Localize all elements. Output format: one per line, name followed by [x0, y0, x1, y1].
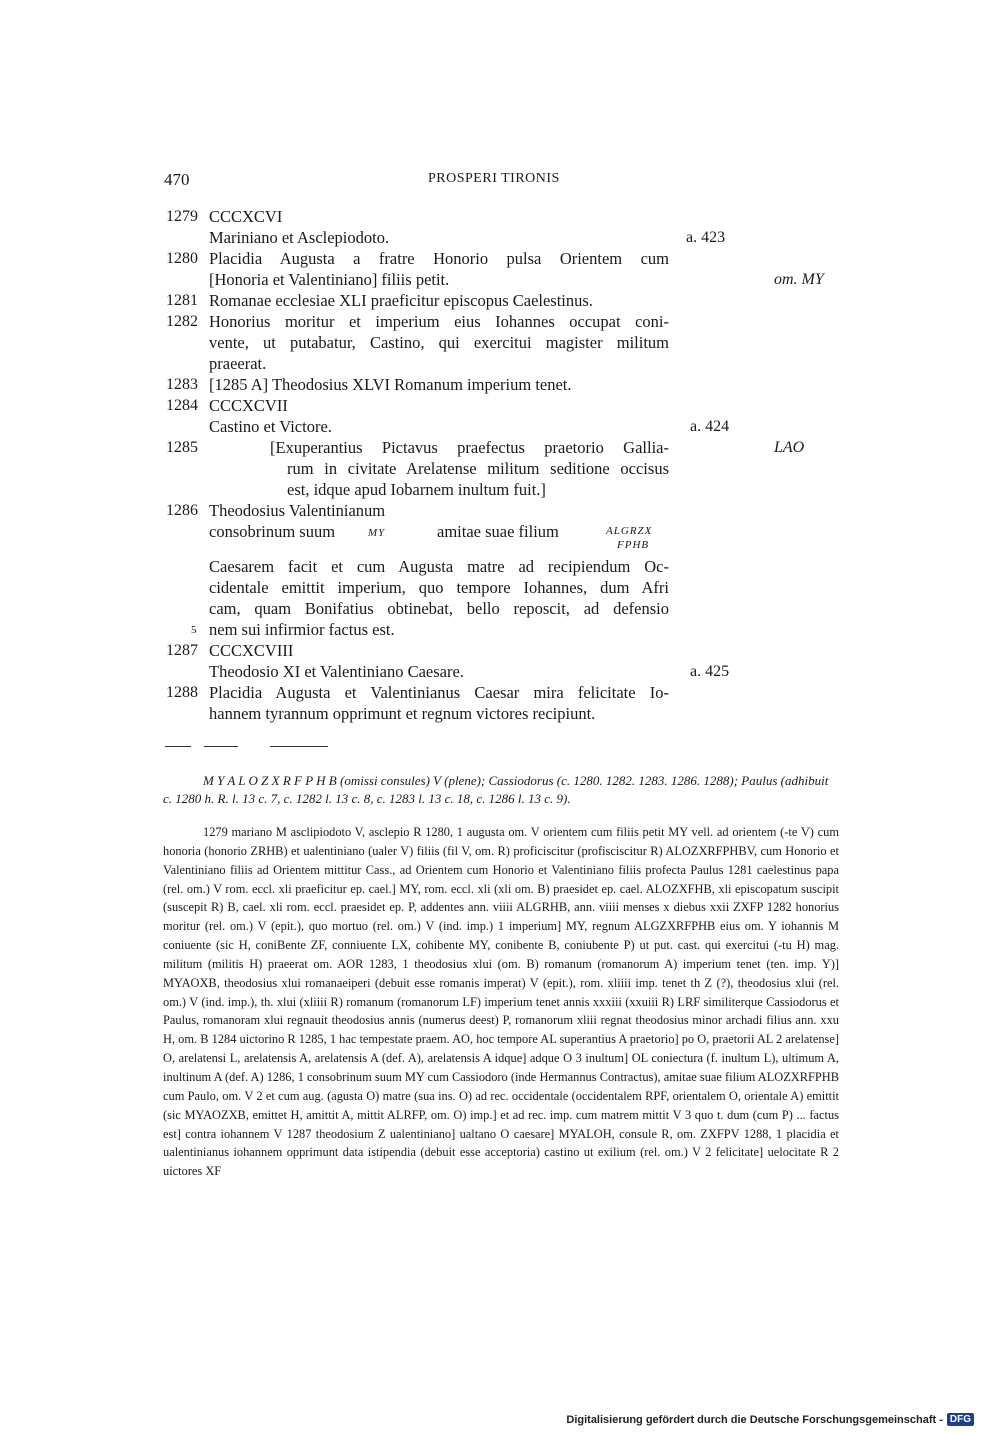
- footnote-rule-1: [165, 746, 191, 747]
- entry-1286-variant-1-siglum: MY: [368, 527, 386, 539]
- entry-1282-line-2: vente, ut putabatur, Castino, qui exercitui magister militum: [209, 333, 669, 352]
- entry-1280-siglum: om. MY: [774, 271, 824, 288]
- entry-number-1285: 1285: [166, 439, 198, 456]
- entry-1285-siglum: LAO: [774, 439, 805, 456]
- entry-1279-text: CCCXCVI: [209, 207, 283, 226]
- entry-1286-line-6: nem sui infirmior factus est.: [209, 620, 395, 639]
- entry-number-1286: 1286: [166, 502, 198, 519]
- year-425: a. 425: [690, 663, 730, 680]
- entry-1286-variant-2: amitae suae filium: [437, 522, 559, 541]
- manuscript-sigla-note: M Y A L O Z X R F P H B (omissi consules) V (plene); Cassiodorus (c. 1280. 1282. 1283. 1286. 1288); Paulus (adhibuit c. 1280 h. R. l. 13 c. 7, c. 1282 l. 13 c. 8, c. 1283 l. 13 c. 18, c. 1286 l. 13 c. 9).: [163, 773, 829, 806]
- year-423: a. 423: [686, 229, 726, 246]
- entry-number-1281: 1281: [166, 292, 198, 309]
- dfg-logo: DFG: [947, 1413, 974, 1426]
- entry-number-1283: 1283: [166, 376, 198, 393]
- entry-1284-text: CCCXCVII: [209, 396, 288, 415]
- entry-1281-text: Romanae ecclesiae XLI praeficitur episcopus Caelestinus.: [209, 291, 593, 310]
- entry-1288-line-1: Placidia Augusta et Valentinianus Caesar mira felicitate Io-: [209, 683, 669, 702]
- entry-number-1287: 1287: [166, 642, 198, 659]
- entry-1280-line-1: Placidia Augusta a fratre Honorio pulsa Orientem cum: [209, 249, 669, 268]
- footnote-rule-3: [270, 746, 328, 747]
- entry-1285-line-3: est, idque apud Iobarnem inultum fuit.]: [287, 480, 546, 499]
- entry-1285-line-1: [Exuperantius Pictavus praefectus praetorio Gallia-: [270, 438, 669, 457]
- entry-number-1280: 1280: [166, 250, 198, 267]
- footnote-rule-2: [204, 746, 238, 747]
- entry-1286-line-marker: 5: [191, 624, 197, 636]
- footer-text: Digitalisierung gefördert durch die Deutsche Forschungsgemeinschaft -: [566, 1413, 943, 1426]
- entry-1280-line-2: [Honoria et Valentiniano] filiis petit.: [209, 270, 450, 289]
- entry-number-1284: 1284: [166, 397, 198, 414]
- entry-1286-variant-2-siglum-a: ALGRZX: [606, 525, 653, 537]
- consul-line-425: Theodosio XI et Valentiniano Caesare.: [209, 662, 464, 681]
- running-title: PROSPERI TIRONIS: [428, 171, 560, 186]
- entry-1286-variant-2-siglum-b: FPHB: [617, 539, 650, 551]
- critical-apparatus: 1279 mariano M asclipiodoto V, asclepio R 1280, 1 augusta om. V orientem cum filiis petit MY vell. ad orientem (-te V) cum honoria (honorio ZRHB) et ualentiniano (ualer V) filiis (fil V, om. R) proficiscitur (profisciscitur R) ALOZXRFPHBV, cum Honorio et Valentiniano filiis ad Orientem mittitur Cass., ad Orientem cum Honorio et Valentiniano filiis profecta Paulus 1281 caelestinus papa (rel. om.) V rom. eccl. xli praeficitur ep. cael.] MY, rom. eccl. xli (xli om. B) praesidet ep. cael. ALOZXFHB, xli episcopatum suscipit (suscepit R) B, cael. xli rom. eccl. praesidet ep. P, addentes ann. viiii ALGRHB, ann. viiii menses x diebus xxii ZXFP 1282 honorius moritur (rel. om.) V (epit.), quo mortuo (rel. om.) V (ind. imp.) 1 imperium] MY, regnum ALGZXRFPHB eius om. Y iohannis M coniuente (sic H, coniBente ZF, conniuente LX, cohibente MY, conibente B, coniubente P) ut put. cast. qui exercitui (-tu H) mag. militum (militis H) praeerat om. AOR 1283, 1 theodosius xlui (om. B) romanum (romanorum A) imperium tenet (ten. imp. Y)] MYAOXB, theodosius xlui romanaeiperi (debuit esse romanis imperat) V (epit.), rom. xliiii imp. tenet th Z (?), theodosius xlui (rel. om.) V (ind. imp.), th. xlui (xliiii R) romanum (romanorum LF) imperium tenet annis xxxiii (xxuiii R) LRF similiterque Cassiodorus et Paulus, romanoram xlui regnauit theodosius annis (numerus deest) P, romanorum xliii regnat theodosius minor archadi filius ann. xxu H, om. B 1284 uictorino R 1285, 1 hac tempestate praem. AO, hoc tempore AL superantius A praetorio] po O, praetorii AL 2 arelatense] O, arelatensi L, arelatensis A, arelatensis A (def. A), arelatensis A idque] adque O 3 inultum] OL coniectura (f. inultum L), ultimum A, inultinum A (def. A) 1286, 1 consobrinum suum MY cum Cassiodoro (inde Hermannus Contractus), amitae suae filium ALOZXRFPHB cum Paulo, om. V 2 et cum aug. (agusta O) matre (sua ins. O) ad rec. occidentale (occidentalem RPF, orientalem O, orientale A) emittit (sic MYAOZXB, emittet H, amittit A, mittit ALRFP, om. O) imp.] et ad rec. imp. cum matrem mittit V 3 quo t. dum (cum P) ... factus est] contra iohannem V 1287 theodosium Z ualentiniano] ualtano O caesare] MYALOH, consule R, om. ZXFPV 1288, 1 placidia et ualentinianus iohannem opprimunt data istipendia (debuit esse acceptoria) castino ut exilium (rel. om.) V 2 felicitate] uelocitate R 2 uictores XF: [163, 825, 839, 1179]
- year-424: a. 424: [690, 418, 730, 435]
- entry-1285-line-2: rum in civitate Arelatense militum seditione occisus: [287, 459, 669, 478]
- digitization-footer: [566, 1413, 974, 1426]
- entry-1282-line-3: praeerat.: [209, 354, 267, 373]
- entry-number-1279: 1279: [166, 208, 198, 225]
- page-number: 470: [164, 170, 190, 189]
- entry-1286-variant-1: consobrinum suum: [209, 522, 336, 541]
- entry-1286-line-1: Theodosius Valentinianum: [209, 501, 386, 520]
- consul-line-423: Mariniano et Asclepiodoto.: [209, 228, 390, 247]
- entry-1288-line-2: hannem tyrannum opprimunt et regnum victores recipiunt.: [209, 704, 596, 723]
- entry-1287-text: CCCXCVIII: [209, 641, 294, 660]
- consul-line-424: Castino et Victore.: [209, 417, 332, 436]
- entry-number-1282: 1282: [166, 313, 198, 330]
- entry-1282-line-1: Honorius moritur et imperium eius Iohannes occupat coni-: [209, 312, 669, 331]
- entry-number-1288: 1288: [166, 684, 198, 701]
- entry-1286-line-3: Caesarem facit et cum Augusta matre ad recipiendum Oc-: [209, 557, 669, 576]
- entry-1286-line-5: cam, quam Bonifatius obtinebat, bello reposcit, ad defensio: [209, 599, 669, 618]
- entry-1283-text: [1285 A] Theodosius XLVI Romanum imperium tenet.: [209, 375, 572, 394]
- entry-1286-line-4: cidentale emittit imperium, quo tempore Iohannes, dum Afri: [209, 578, 669, 597]
